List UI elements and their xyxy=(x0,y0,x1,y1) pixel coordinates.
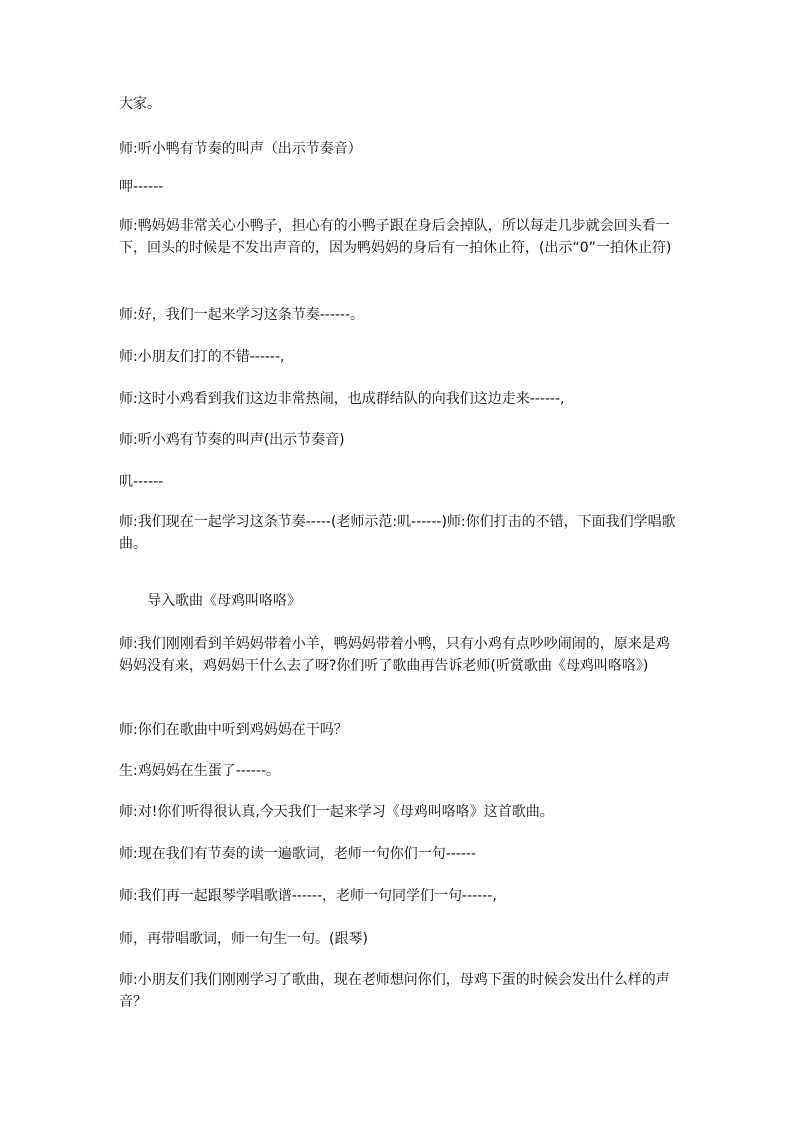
section-heading: 导入歌曲《母鸡叫咯咯》 xyxy=(147,593,301,609)
paragraph-16: 师:我们再一起跟琴学唱歌谱------，老师一句同学们一句------, xyxy=(119,888,497,904)
paragraph-4: 师:鸭妈妈非常关心小鸭子，担心有的小鸭子跟在身后会掉队，所以每走几步就会回头看一下，回头的时候是不发出声音的，因为鸭妈妈的身后有一拍休止符，(出示“0”一拍休止符) xyxy=(119,218,672,256)
paragraph-8: 师:听小鸡有节奏的叫声(出示节奏音) xyxy=(119,432,345,448)
paragraph-17: 师，再带唱歌词，师一句生一句。(跟琴) xyxy=(119,931,368,947)
paragraph-15: 师:现在我们有节奏的读一遍歌词，老师一句你们一句------ xyxy=(119,846,477,862)
paragraph-12: 师:你们在歌曲中听到鸡妈妈在干吗？ xyxy=(119,722,348,738)
paragraph-11: 师:我们刚刚看到羊妈妈带着小羊，鸭妈妈带着小鸭，只有小鸡有点吵吵闹闹的，原来是鸡妈妈没有来，鸡妈妈干什么去了呀?你们听了歌曲再告诉老师(听赏歌曲《母鸡叫咯咯》) xyxy=(119,636,670,674)
paragraph-10: 师:我们现在一起学习这条节奏-----(老师示范:叽------)师:你们打击的不错，下面我们学唱歌曲。 xyxy=(119,514,676,552)
paragraph-14: 师:对!你们听得很认真,今天我们一起来学习《母鸡叫咯咯》这首歌曲。 xyxy=(119,804,554,820)
paragraph-13: 生:鸡妈妈在生蛋了------。 xyxy=(119,763,281,779)
paragraph-3: 呷------ xyxy=(119,179,164,195)
paragraph-18: 师:小朋友们我们刚刚学习了歌曲，现在老师想问你们，母鸡下蛋的时候会发出什么样的声音？ xyxy=(119,972,670,1010)
paragraph-5: 师:好，我们一起来学习这条节奏------。 xyxy=(119,307,365,323)
paragraph-2: 师:听小鸭有节奏的叫声（出示节奏音） xyxy=(119,141,362,157)
paragraph-9: 叽------ xyxy=(119,474,164,490)
paragraph-7: 师:这时小鸡看到我们这边非常热闹，也成群结队的向我们这边走来------, xyxy=(119,391,565,407)
paragraph-6: 师:小朋友们打的不错------, xyxy=(119,349,285,365)
paragraph-1: 大家。 xyxy=(119,96,161,112)
